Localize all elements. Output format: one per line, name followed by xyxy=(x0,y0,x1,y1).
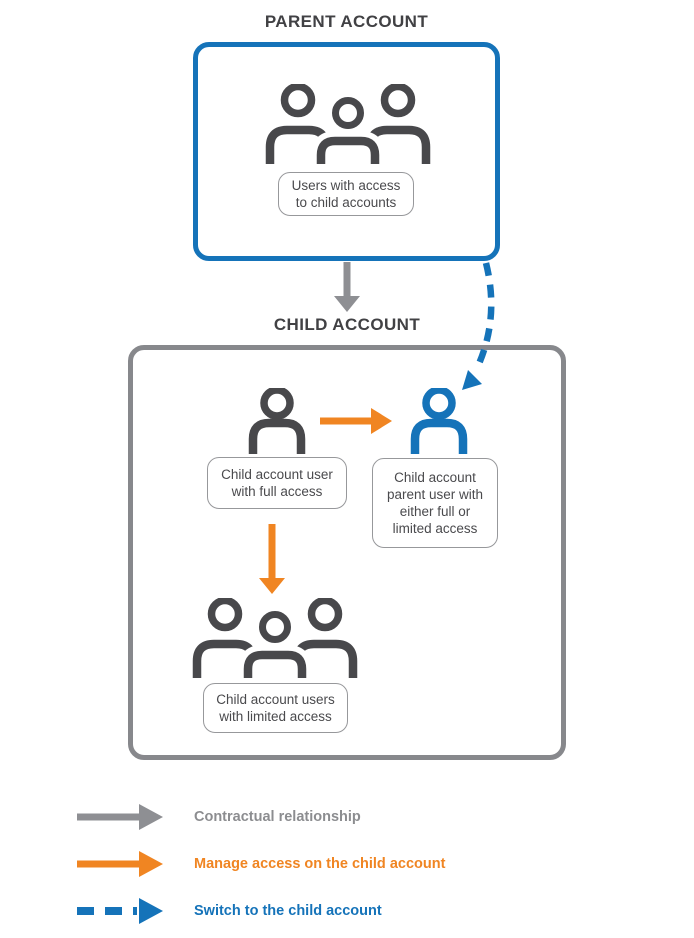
switch-to-child-dashed-arrow-icon xyxy=(430,250,520,400)
child-account-title: CHILD ACCOUNT xyxy=(273,315,421,334)
parent-users-label: Users with access to child accounts xyxy=(278,172,414,216)
child-parent-user-label: Child account parent user with either full or limited access xyxy=(372,458,498,548)
legend-label: Manage access on the child account xyxy=(194,856,446,872)
dashed-blue-arrow-icon xyxy=(77,897,163,925)
solid-orange-arrow-icon xyxy=(77,850,163,878)
legend-item-manage-access xyxy=(77,850,445,878)
limited-access-users-group-icon xyxy=(185,598,365,678)
legend-label: Switch to the child account xyxy=(194,903,382,919)
parent-account-title: PARENT ACCOUNT xyxy=(264,12,429,31)
full-access-user-label: Child account user with full access xyxy=(207,457,347,509)
legend-item-switch-account xyxy=(77,897,382,925)
solid-gray-arrow-icon xyxy=(77,803,163,831)
limited-access-users-label: Child account users with limited access xyxy=(203,683,348,733)
contractual-relationship-arrow-icon xyxy=(334,262,360,312)
legend-item-contractual xyxy=(77,803,361,831)
manage-access-arrow-down-icon xyxy=(259,524,285,594)
full-access-user-icon xyxy=(247,388,307,454)
manage-access-arrow-right-icon xyxy=(320,408,392,434)
legend-label: Contractual relationship xyxy=(194,809,361,825)
parent-users-group-icon xyxy=(258,84,438,164)
